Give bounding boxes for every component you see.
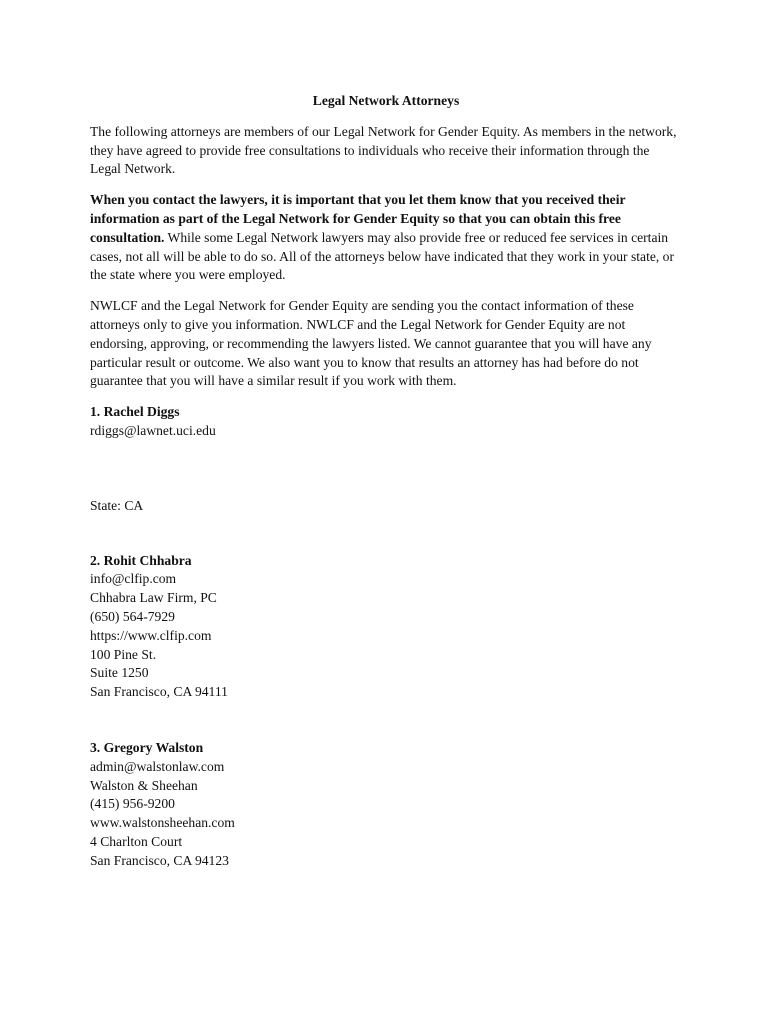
contact-note-text: While some Legal Network lawyers may also provide free or reduced fee services in certain cases, not all will be able to do so. All of the attorneys below have indicated that they work in your state, or the state where you were employed. bbox=[90, 229, 675, 283]
attorney-city: San Francisco, CA 94111 bbox=[90, 684, 228, 700]
attorney-city: San Francisco, CA 94123 bbox=[90, 852, 229, 868]
attorney-firm: Chhabra Law Firm, PC bbox=[90, 590, 217, 606]
attorney-name: 2. Rohit Chhabra bbox=[90, 552, 192, 568]
attorney-email: info@clfip.com bbox=[90, 571, 177, 587]
intro-paragraph: The following attorneys are members of our Legal Network for Gender Equity. As members in the network, they have agreed to provide free consultations to individuals who receive their information through the Legal Network. bbox=[90, 123, 677, 177]
attorney-phone: (650) 564-7929 bbox=[90, 608, 175, 624]
attorney-address-line-1: 100 Pine St. bbox=[90, 646, 157, 662]
attorney-email: rdiggs@lawnet.uci.edu bbox=[90, 422, 216, 438]
page-title: Legal Network Attorneys bbox=[312, 93, 460, 108]
attorney-address-line-1: 4 Charlton Court bbox=[90, 833, 183, 849]
attorney-email: admin@walstonlaw.com bbox=[90, 758, 225, 774]
attorney-address-line-2: Suite 1250 bbox=[90, 665, 149, 681]
attorney-name: 3. Gregory Walston bbox=[90, 739, 204, 755]
contact-note-emphasis: When you contact the lawyers, it is important that you let them know that you received their information as part of the Legal Network for Gender Equity so that you can obtain this free consultation. bbox=[90, 192, 626, 245]
attorney-entry-1 bbox=[90, 403, 682, 515]
attorney-firm: Walston & Sheehan bbox=[90, 777, 198, 793]
attorney-name: 1. Rachel Diggs bbox=[90, 404, 180, 420]
attorney-phone: (415) 956-9200 bbox=[90, 796, 175, 812]
attorney-website: https://www.clfip.com bbox=[90, 627, 212, 643]
document-body bbox=[90, 92, 682, 871]
attorney-state: State: CA bbox=[90, 497, 144, 513]
contact-note-paragraph bbox=[90, 191, 682, 285]
attorney-entry-3 bbox=[90, 739, 682, 871]
disclaimer-paragraph: NWLCF and the Legal Network for Gender Equity are sending you the contact information of these attorneys only to give you information. NWLCF and the Legal Network for Gender Equity are not endorsing, approving, or recommending the lawyers listed. We cannot guarantee that you will have any particular result or outcome. We also want you to know that results an attorney has had before do not guarantee that you will have a similar result if you work with them. bbox=[90, 298, 652, 389]
attorney-website: www.walstonsheehan.com bbox=[90, 815, 235, 831]
attorney-entry-2 bbox=[90, 552, 682, 702]
